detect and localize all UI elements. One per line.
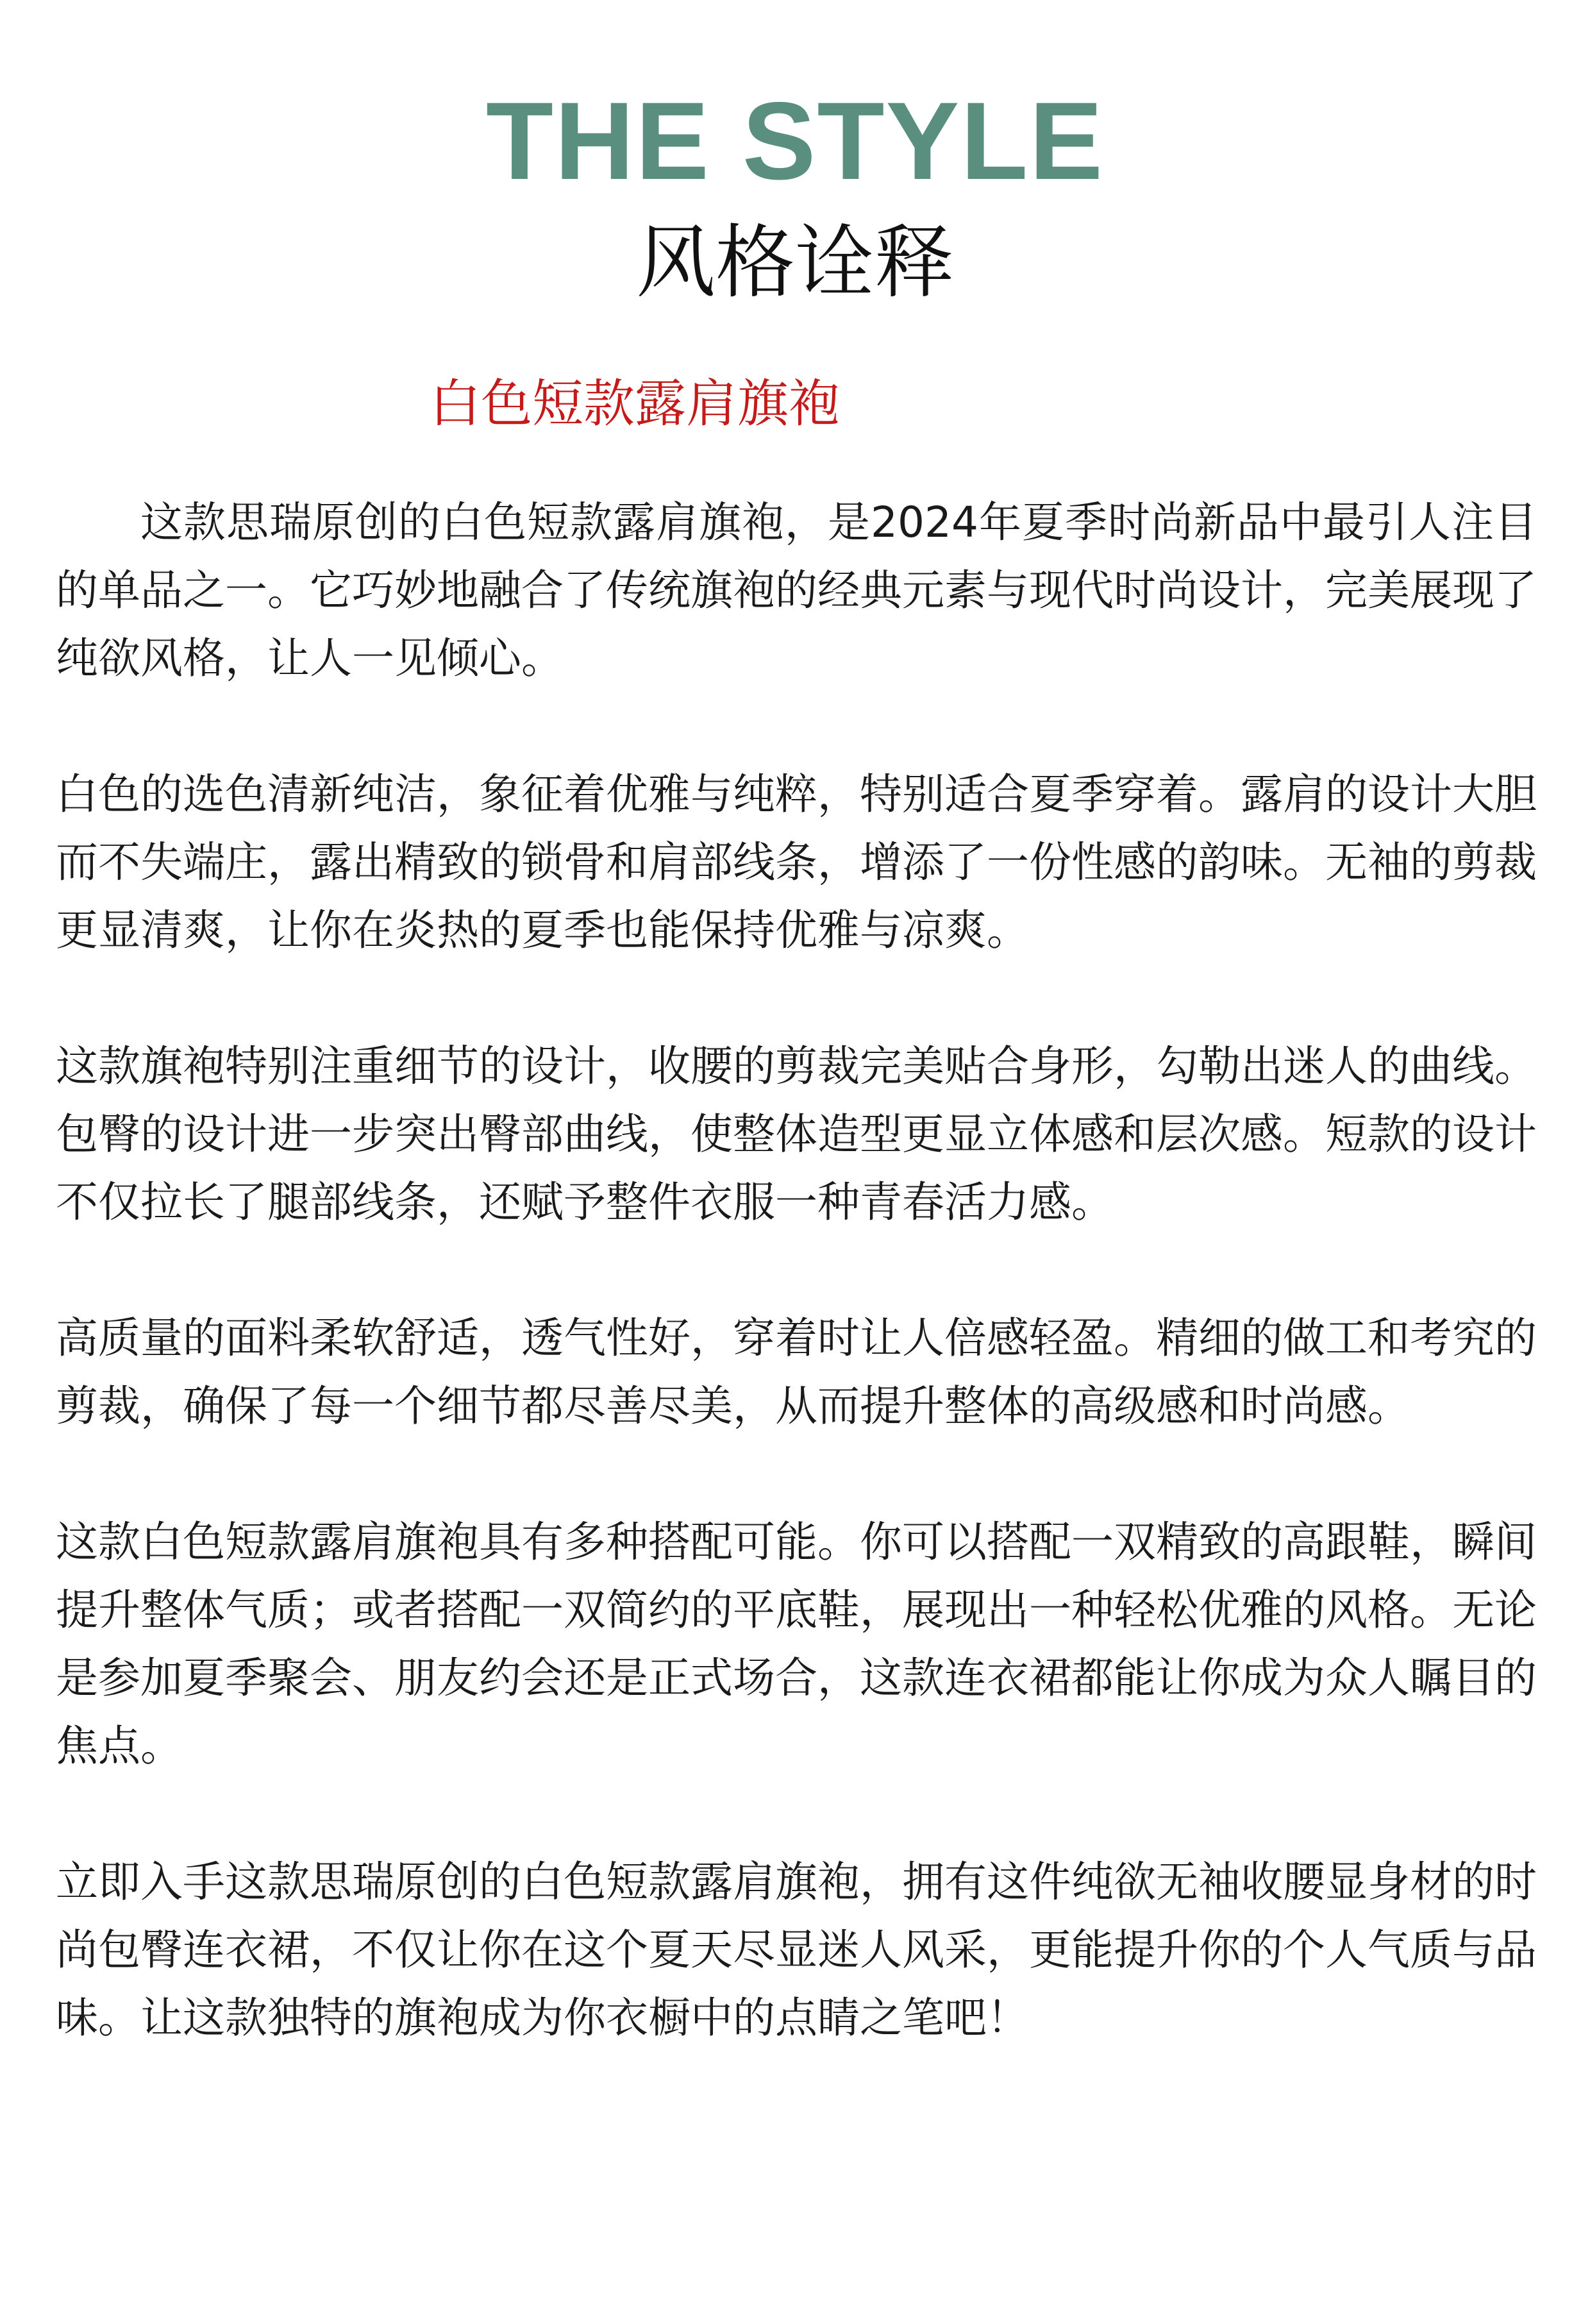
paragraph-intro: 这款思瑞原创的白色短款露肩旗袍，是2024年夏季时尚新品中最引人注目的单品之一。它巧妙地融合了传统旗袍的经典元素与现代时尚设计，完美展现了纯欲风格，让人一见倾心。 bbox=[56, 498, 1537, 683]
paragraph-details: 这款旗袍特别注重细节的设计，收腰的剪裁完美贴合身形，勾勒出迷人的曲线。包臀的设计进一步突出臀部曲线，使整体造型更显立体感和层次感。短款的设计不仅拉长了腿部线条，还赋予整件衣服一种青春活力感。 bbox=[56, 1041, 1537, 1227]
paragraph-fabric: 高质量的面料柔软舒适，透气性好，穿着时让人倍感轻盈。精细的做工和考究的剪裁，确保了每一个细节都尽善尽美，从而提升整体的高级感和时尚感。 bbox=[56, 1313, 1537, 1431]
title-chinese: 风格诠释 bbox=[635, 217, 954, 309]
article-body bbox=[56, 489, 1537, 2120]
title-english: THE STYLE bbox=[485, 80, 1105, 203]
product-subtitle: 白色短款露肩旗袍 bbox=[430, 374, 840, 434]
paragraph-styling: 这款白色短款露肩旗袍具有多种搭配可能。你可以搭配一双精致的高跟鞋，瞬间提升整体气质；或者搭配一双简约的平底鞋，展现出一种轻松优雅的风格。无论是参加夏季聚会、朋友约会还是正式场合，这款连衣裙都能让你成为众人瞩目的焦点。 bbox=[56, 1517, 1537, 1771]
paragraph-color: 白色的选色清新纯洁，象征着优雅与纯粹，特别适合夏季穿着。露肩的设计大胆而不失端庄，露出精致的锁骨和肩部线条，增添了一份性感的韵味。无袖的剪裁更显清爽，让你在炎热的夏季也能保持优雅与凉爽。 bbox=[56, 770, 1537, 955]
paragraph-closing: 立即入手这款思瑞原创的白色短款露肩旗袍，拥有这件纯欲无袖收腰显身材的时尚包臀连衣裙，不仅让你在这个夏天尽显迷人风采，更能提升你的个人气质与品味。让这款独特的旗袍成为你衣橱中的点睛之笔吧！ bbox=[56, 1857, 1537, 2042]
